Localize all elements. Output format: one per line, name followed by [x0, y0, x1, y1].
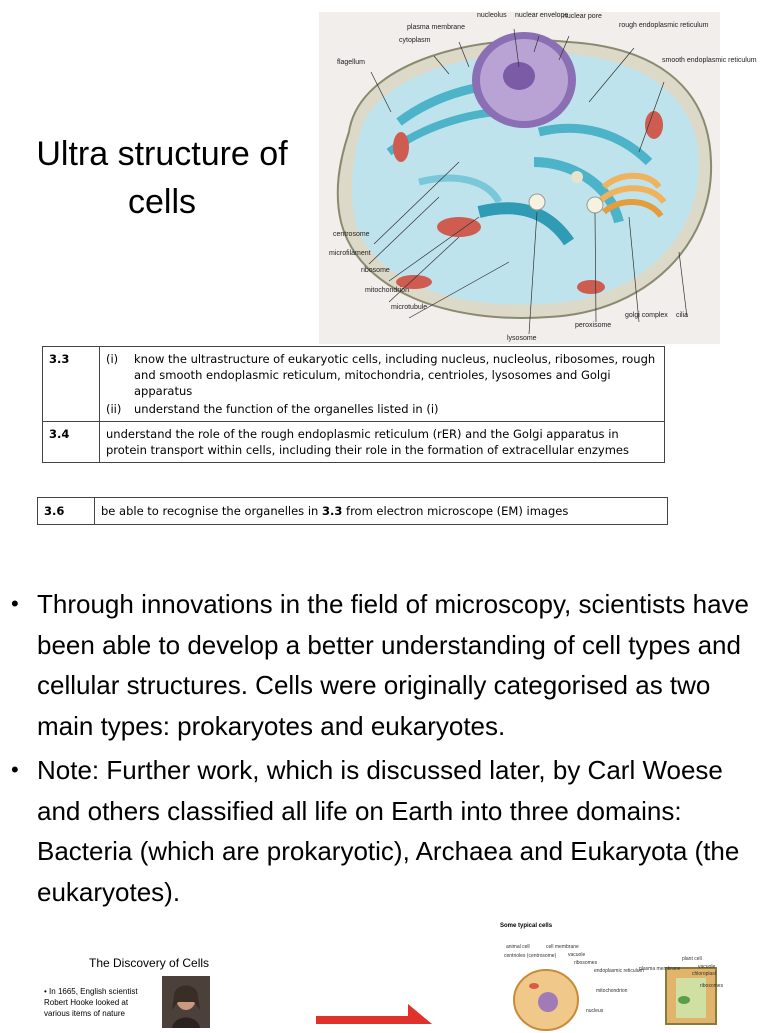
caption: vacuole: [698, 964, 716, 970]
objectives-table-3-6: [37, 497, 668, 525]
objective-code: 3.3: [43, 347, 100, 422]
caption: chloroplast: [692, 971, 717, 977]
bullet-item: • Note: Further work, which is discussed later, by Carl Woese and others classified all life on Earth into three domains: Bacteria (which are prokaryotic), Archaea and Eukaryota (the eukaryotes).: [8, 750, 758, 912]
caption: ribosomes: [574, 960, 598, 966]
cell-diagram: [319, 12, 757, 344]
thumbnail-title: The Discovery of Cells: [89, 956, 210, 970]
caption: vacuole: [568, 952, 586, 958]
objective-code: 3.4: [43, 422, 100, 463]
objective-subitem: (ii) understand the function of the organelles listed in (i): [106, 402, 439, 416]
caption: centrioles (centrosome): [504, 953, 557, 959]
objective-row-3-4: [43, 422, 665, 463]
label-mitochondrion: mitochondrion: [365, 287, 409, 294]
label-golgi-complex: golgi complex: [625, 312, 668, 319]
label-cytoplasm: cytoplasm: [399, 37, 431, 44]
objective-row-3-3: [43, 347, 665, 422]
caption: animal cell: [506, 944, 530, 950]
label-nuclear-pore: nuclear pore: [563, 13, 602, 20]
objective-subitem: (i) know the ultrastructure of eukaryotic cells, including nucleus, nucleolus, ribosomes, rough and smooth endoplasmic reticulum, mitochondria, centrioles, lysosomes and Golgi apparatus: [106, 352, 656, 398]
cell-illustration: [319, 12, 757, 344]
discovery-thumbnail: [36, 946, 236, 1024]
label-rough-er: rough endoplasmic reticulum: [619, 22, 709, 29]
objective-text: [100, 347, 665, 422]
objective-row-3-6: [38, 498, 668, 525]
label-peroxisome: peroxisome: [575, 322, 612, 329]
label-smooth-er: smooth endoplasmic reticulum: [662, 57, 757, 64]
label-lysosome: lysosome: [507, 335, 537, 342]
label-centrosome: centrosome: [333, 231, 370, 238]
thumbnail-title: Some typical cells: [500, 923, 553, 929]
objective-code: 3.6: [38, 498, 95, 525]
caption: cell membrane: [546, 944, 579, 950]
typical-cells-thumbnail: [496, 920, 728, 1024]
slide-title: Ultra structure of cells: [36, 135, 288, 221]
label-flagellum: flagellum: [337, 59, 366, 66]
bullet-dot: •: [11, 757, 19, 782]
label-nucleolus: nucleolus: [477, 12, 507, 19]
caption: plasma membrane: [639, 966, 681, 972]
caption: plant cell: [682, 956, 702, 962]
objective-text: be able to recognise the organelles in 3.3 from electron microscope (EM) images: [95, 498, 668, 525]
bullet-dot: •: [11, 591, 19, 616]
label-nuclear-envelope: nuclear envelope: [515, 12, 569, 19]
label-plasma-membrane: plasma membrane: [407, 24, 465, 31]
objectives-table: [42, 346, 665, 463]
bullet-list: [8, 584, 758, 942]
label-ribosome: ribosome: [361, 267, 390, 274]
label-cilia: cilia: [676, 312, 689, 319]
bullet-item: • Through innovations in the field of microscopy, scientists have been able to develop a better understanding of cell types and cellular structures. Cells were originally categorised as two main types: prokaryotes and eukaryotes.: [8, 584, 758, 746]
label-microtubule: microtubule: [391, 304, 428, 311]
arrow-icon: [316, 1000, 436, 1024]
thumbnail-text: • In 1665, English scientist Robert Hooke looked at various items of nature: [44, 987, 138, 1018]
caption: endoplasmic reticulum: [594, 968, 644, 974]
objective-text: understand the role of the rough endoplasmic reticulum (rER) and the Golgi apparatus in protein transport within cells, including their role in the formation of extracellular enzymes: [100, 422, 665, 463]
caption: mitochondrion: [596, 988, 628, 994]
label-microfilament: microfilament: [329, 250, 371, 257]
caption: ribosomes: [700, 983, 724, 989]
caption: nucleus: [586, 1008, 604, 1014]
portrait-image: [162, 976, 210, 1028]
